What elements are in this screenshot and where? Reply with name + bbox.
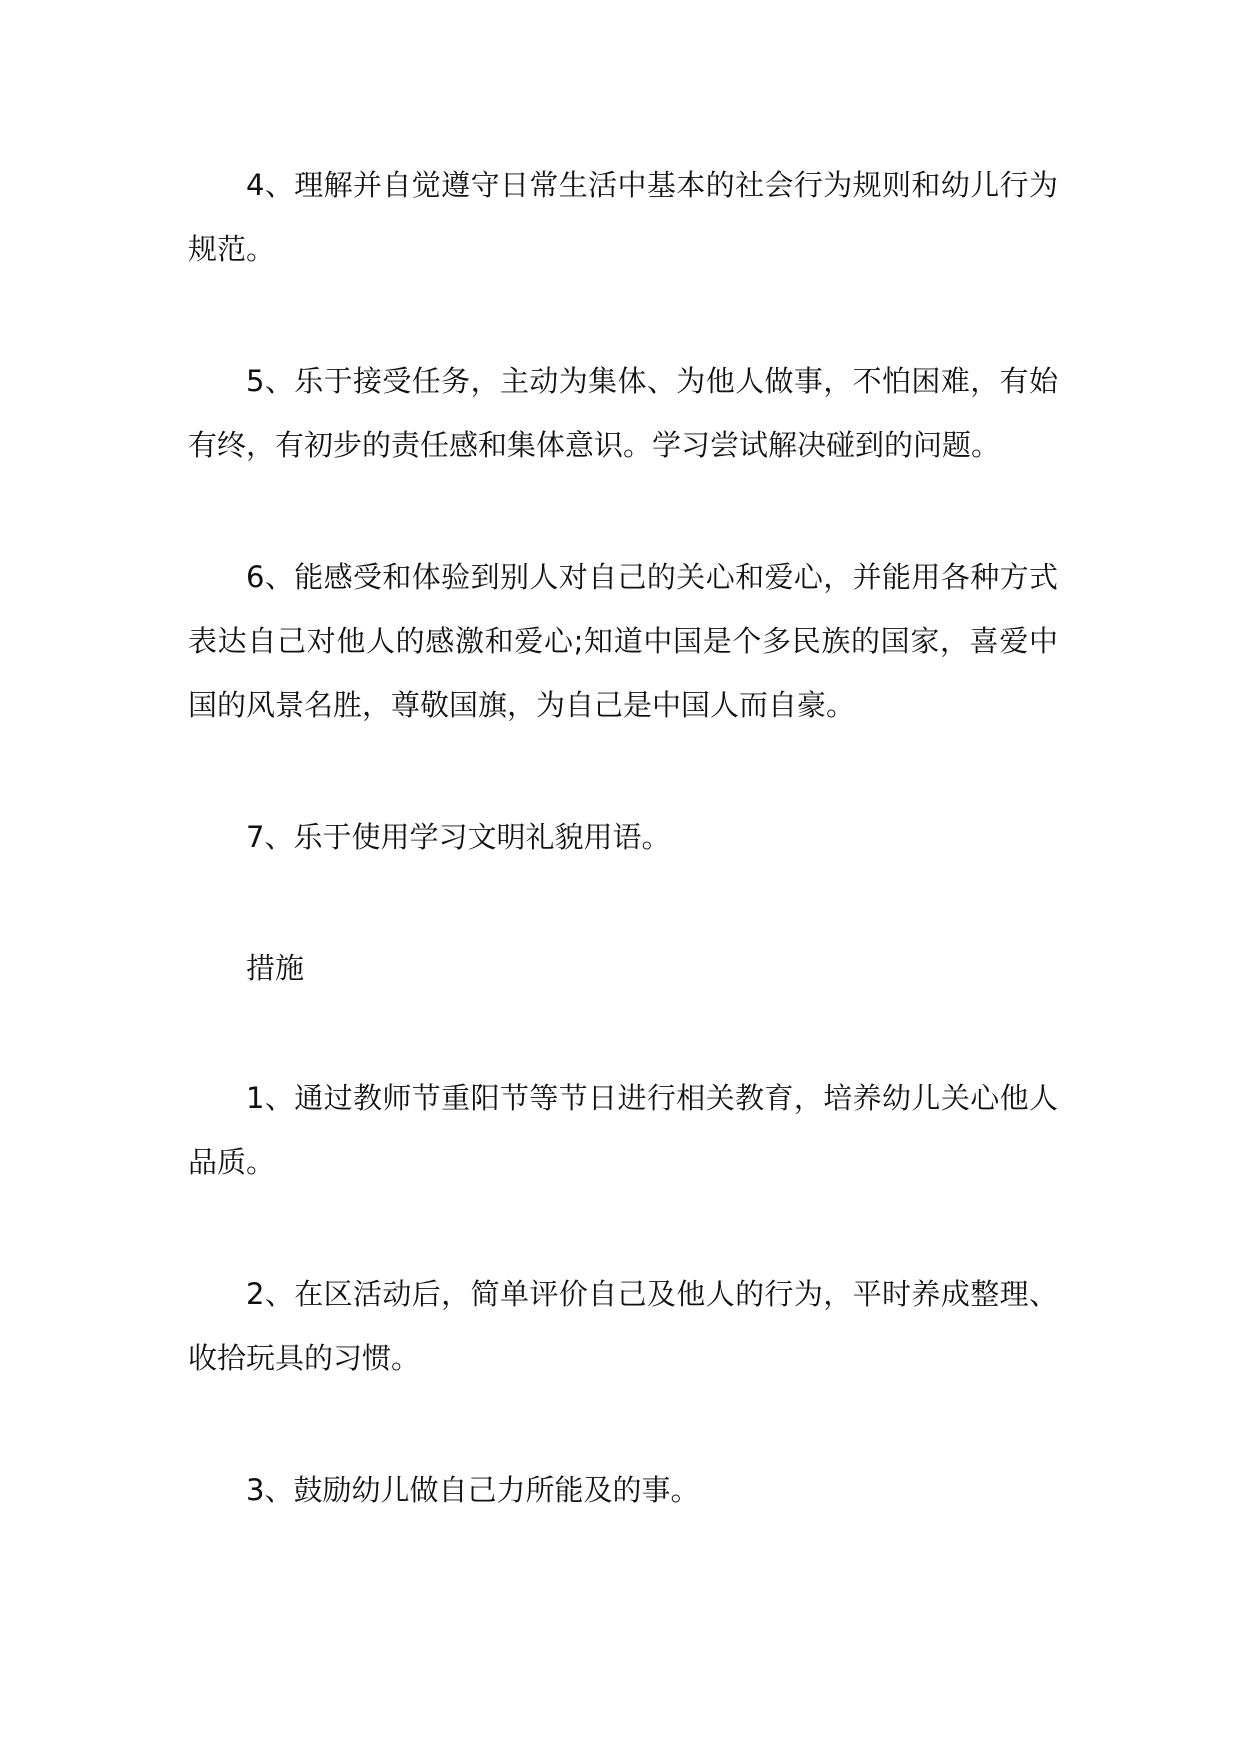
paragraph-measure-1: 1、通过教师节重阳节等节日进行相关教育，培养幼儿关心他人品质。 <box>188 1081 1058 1179</box>
document-page <box>188 0 1058 1754</box>
paragraph-item-4: 4、理解并自觉遵守日常生活中基本的社会行为规则和幼儿行为规范。 <box>188 168 1058 266</box>
paragraph-measure-3: 3、鼓励幼儿做自己力所能及的事。 <box>246 1473 700 1507</box>
paragraph-item-7: 7、乐于使用学习文明礼貌用语。 <box>246 820 671 854</box>
paragraph-measure-2: 2、在区活动后，简单评价自己及他人的行为，平时养成整理、收拾玩具的习惯。 <box>188 1277 1058 1375</box>
paragraph-item-6: 6、能感受和体验到别人对自己的关心和爱心，并能用各种方式表达自己对他人的感激和爱心;知道中国是个多民族的国家，喜爱中国的风景名胜，尊敬国旗，为自己是中国人而自豪。 <box>188 560 1058 722</box>
paragraph-item-5: 5、乐于接受任务，主动为集体、为他人做事，不怕困难，有始有终，有初步的责任感和集体意识。学习尝试解决碰到的问题。 <box>188 364 1058 462</box>
section-heading-measures: 措施 <box>246 951 305 985</box>
